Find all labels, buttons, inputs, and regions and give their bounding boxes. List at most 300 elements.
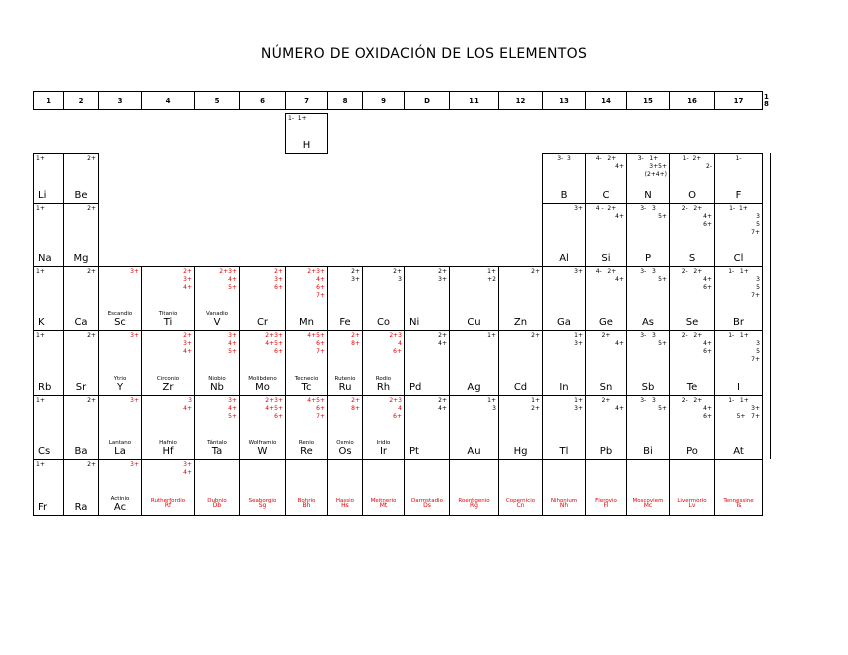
oxidation-value: 6+ — [703, 221, 712, 228]
oxidation-value: 6+ — [703, 348, 712, 355]
oxidation-value: 3+ — [438, 276, 447, 283]
oxidation-states — [717, 268, 760, 300]
oxidation-value: 5+ — [228, 413, 237, 420]
element-cell-na — [33, 203, 64, 267]
oxidation-value: 1- 1+ — [728, 268, 749, 275]
element-cell-ga — [542, 266, 586, 331]
group-header-13: 13 — [542, 91, 586, 110]
element-symbol: Sn — [599, 382, 613, 393]
element-cell-al — [542, 203, 586, 267]
element-name: Seaborgio — [248, 498, 277, 504]
element-symbol: Pt — [409, 446, 419, 457]
oxidation-states — [36, 397, 61, 405]
element-name: Ytrio — [113, 376, 127, 382]
element-cell-ds — [404, 459, 450, 516]
oxidation-states — [717, 205, 760, 237]
oxidation-states — [101, 397, 139, 405]
element-symbol: As — [641, 317, 655, 328]
element-cell-mt — [362, 459, 405, 516]
element-symbol: Mn — [299, 317, 314, 328]
oxidation-states — [330, 268, 360, 284]
oxidation-value: 4+5+ — [265, 405, 283, 412]
oxidation-value: 2- — [706, 163, 712, 170]
oxidation-value: 4+ — [228, 405, 237, 412]
oxidation-value: 6+ — [274, 413, 283, 420]
element-name: Vanadio — [206, 311, 228, 317]
oxidation-value: 6+ — [703, 284, 712, 291]
oxidation-states — [588, 397, 624, 413]
oxidation-value: 2- 2+ — [681, 397, 703, 404]
oxidation-value: 2+ — [438, 268, 447, 275]
oxidation-value: 3- 3 — [557, 155, 571, 162]
element-cell-p — [626, 203, 670, 267]
oxidation-value: (2+4+) — [644, 171, 667, 178]
element-cell-cd — [498, 330, 543, 396]
element-symbol: Ge — [599, 317, 613, 328]
oxidation-value: 2+3 — [389, 397, 402, 404]
element-cell-tl — [542, 395, 586, 460]
oxidation-value: 3 — [756, 213, 760, 220]
oxidation-states — [144, 397, 192, 413]
oxidation-value: 3 — [756, 276, 760, 283]
oxidation-value: 3 — [756, 340, 760, 347]
element-cell-br — [714, 266, 763, 331]
oxidation-value: 6+ — [316, 340, 325, 347]
element-symbol: Pb — [599, 446, 613, 457]
element-cell-si — [585, 203, 627, 267]
element-cell-w — [239, 395, 286, 460]
oxidation-states — [452, 332, 496, 340]
oxidation-value: 3+ — [130, 397, 139, 404]
element-cell-rb — [33, 330, 64, 396]
element-cell-fl — [585, 459, 627, 516]
element-symbol: Y — [116, 382, 124, 393]
group-header-17: 17 — [714, 91, 763, 110]
oxidation-value: 3+ — [574, 340, 583, 347]
oxidation-states — [36, 332, 61, 340]
element-cell-c — [585, 153, 627, 204]
oxidation-states — [66, 268, 96, 276]
oxidation-states — [365, 332, 402, 356]
oxidation-value: 1+ — [36, 332, 45, 339]
element-cell-at — [714, 395, 763, 460]
oxidation-value: 2- 2+ — [681, 332, 703, 339]
oxidation-value: 7+ — [751, 229, 760, 236]
element-cell-in — [542, 330, 586, 396]
element-symbol: Ti — [163, 317, 173, 328]
oxidation-value: 3+ — [228, 332, 237, 339]
element-symbol: Rf — [164, 502, 172, 509]
element-symbol: Fl — [603, 502, 609, 509]
oxidation-value: 4+ — [615, 340, 624, 347]
element-symbol: Sg — [258, 502, 267, 509]
oxidation-value: 2+3+ — [219, 268, 237, 275]
group-header-6: 6 — [239, 91, 286, 110]
element-symbol: Se — [685, 317, 699, 328]
oxidation-value: 7+ — [751, 292, 760, 299]
element-symbol: La — [114, 446, 126, 457]
oxidation-value: 8+ — [351, 340, 360, 347]
oxidation-states — [629, 332, 667, 348]
element-name: Flerovio — [595, 498, 617, 504]
oxidation-value: 5 — [756, 284, 760, 291]
element-cell-rf — [141, 459, 195, 516]
element-symbol: Ga — [557, 317, 571, 328]
element-name: Escandio — [107, 311, 133, 317]
element-symbol: Ra — [74, 502, 88, 513]
oxidation-value: 2+ — [601, 332, 611, 339]
element-cell-tc — [285, 330, 328, 396]
element-cell-te — [669, 330, 715, 396]
oxidation-states — [101, 332, 139, 340]
oxidation-value: 4- 2+ — [595, 155, 617, 162]
element-cell-db — [194, 459, 240, 516]
oxidation-states — [407, 397, 447, 413]
element-cell-se — [669, 266, 715, 331]
oxidation-value: 2+ — [351, 332, 360, 339]
element-symbol: C — [602, 190, 610, 201]
oxidation-value: 3+ — [574, 268, 583, 275]
oxidation-value: 4+ — [316, 276, 325, 283]
element-symbol: Re — [300, 446, 313, 457]
group-header-4: 4 — [141, 91, 195, 110]
element-name: Copernicio — [505, 498, 536, 504]
element-cell-h — [285, 113, 328, 154]
oxidation-value: +2 — [487, 276, 496, 283]
element-cell-n — [626, 153, 670, 204]
element-symbol: Hs — [341, 502, 349, 509]
oxidation-value: 2+ — [87, 461, 96, 468]
oxidation-states — [242, 332, 283, 356]
element-symbol: Bh — [302, 502, 311, 509]
oxidation-value: 4+ — [703, 340, 712, 347]
element-name: Meitnerio — [370, 498, 397, 504]
oxidation-value: 4+ — [615, 163, 624, 170]
element-symbol: Tc — [301, 382, 312, 393]
oxidation-states — [66, 332, 96, 340]
oxidation-value: 1+ — [36, 268, 45, 275]
oxidation-value: 7+ — [316, 348, 325, 355]
oxidation-states — [629, 268, 667, 284]
element-cell-zr — [141, 330, 195, 396]
element-cell-co — [362, 266, 405, 331]
element-name: Wolframio — [248, 440, 277, 446]
oxidation-value: 2+ — [438, 332, 447, 339]
oxidation-value: 1- 2+ — [682, 155, 702, 162]
element-cell-pd — [404, 330, 450, 396]
element-symbol: Tl — [559, 446, 569, 457]
element-cell-be — [63, 153, 99, 204]
oxidation-value: 4+ — [703, 405, 712, 412]
element-name: Tennessine — [723, 498, 754, 504]
oxidation-value: 2+ — [351, 397, 360, 404]
oxidation-value: 2+ — [87, 155, 96, 162]
oxidation-states — [36, 155, 61, 163]
element-symbol: I — [737, 382, 740, 393]
element-name: Livermorio — [677, 498, 707, 504]
element-symbol: Rh — [376, 382, 391, 393]
oxidation-value: 1- 1+ — [288, 115, 307, 122]
oxidation-states — [242, 268, 283, 292]
oxidation-value: 5+ — [658, 213, 667, 220]
oxidation-value: 7+ — [751, 356, 760, 363]
oxidation-value: 3- 3 — [640, 332, 656, 339]
element-symbol: K — [38, 317, 45, 328]
element-cell-sb — [626, 330, 670, 396]
element-symbol: Te — [686, 382, 698, 393]
element-symbol: Ds — [423, 502, 431, 509]
oxidation-states — [101, 268, 139, 276]
oxidation-value: 3+ — [751, 405, 760, 412]
oxidation-states — [452, 397, 496, 413]
oxidation-value: 4 — [398, 340, 402, 347]
element-symbol: Nh — [559, 502, 569, 509]
element-name: Titanio — [158, 311, 178, 317]
oxidation-value: 2+ — [531, 332, 540, 339]
element-name: Moscoviem — [632, 498, 664, 504]
oxidation-value: 5+ — [658, 340, 667, 347]
element-symbol: B — [560, 190, 568, 201]
oxidation-states — [588, 205, 624, 221]
element-cell-cl — [714, 203, 763, 267]
group-header-7: 7 — [285, 91, 328, 110]
oxidation-value: 2+ — [87, 205, 96, 212]
element-symbol: Be — [74, 190, 88, 201]
element-cell-hs — [327, 459, 363, 516]
oxidation-states — [672, 205, 712, 229]
oxidation-value: 4+ — [615, 213, 624, 220]
oxidation-value: 5 — [756, 348, 760, 355]
element-name: Rutherfordio — [150, 498, 186, 504]
element-symbol: Os — [338, 446, 352, 457]
element-symbol: Cs — [38, 446, 51, 457]
element-symbol: Mt — [379, 502, 388, 509]
oxidation-states — [545, 397, 583, 413]
oxidation-states — [330, 332, 360, 348]
element-symbol: Sb — [641, 382, 655, 393]
oxidation-states — [144, 332, 192, 356]
oxidation-value: 1- 1+ — [728, 397, 749, 404]
element-name: Tecnecio — [294, 376, 319, 382]
oxidation-states — [545, 205, 583, 213]
oxidation-value: 4+5+ — [307, 332, 325, 339]
oxidation-states — [66, 397, 96, 405]
element-cell-pb — [585, 395, 627, 460]
group-header-5: 5 — [194, 91, 240, 110]
element-cell-sr — [63, 330, 99, 396]
oxidation-value: 3- 1+ — [637, 155, 659, 162]
oxidation-value: 4- 2+ — [595, 268, 617, 275]
oxidation-value: 2- 2+ — [681, 205, 703, 212]
element-cell-sg — [239, 459, 286, 516]
element-cell-mg — [63, 203, 99, 267]
oxidation-states — [365, 397, 402, 421]
oxidation-value: 5+ 7+ — [736, 413, 760, 420]
element-cell-hf — [141, 395, 195, 460]
oxidation-states — [144, 461, 192, 477]
element-name: Rutenio — [334, 376, 356, 382]
element-symbol: Lv — [688, 502, 696, 509]
element-name: Dubnio — [207, 498, 227, 504]
element-cell-ca — [63, 266, 99, 331]
element-symbol: O — [688, 190, 696, 201]
oxidation-states — [288, 332, 325, 356]
oxidation-value: 2+ — [87, 397, 96, 404]
element-symbol: V — [213, 317, 221, 328]
oxidation-value: 5+ — [658, 276, 667, 283]
element-cell-as — [626, 266, 670, 331]
oxidation-states — [66, 155, 96, 163]
element-symbol: Fr — [38, 502, 48, 513]
oxidation-value: 6+ — [703, 413, 712, 420]
oxidation-states — [288, 397, 325, 421]
group-header-3: 3 — [98, 91, 142, 110]
element-name: Nihonium — [550, 498, 578, 504]
oxidation-value: 1+ — [574, 332, 583, 339]
oxidation-value: 3+ — [183, 340, 192, 347]
oxidation-value: 2+ — [87, 268, 96, 275]
element-symbol: Cu — [467, 317, 481, 328]
element-cell-ag — [449, 330, 499, 396]
element-symbol: Fe — [339, 317, 351, 328]
oxidation-value: 1+ — [574, 397, 583, 404]
element-cell-mn — [285, 266, 328, 331]
element-symbol: Nb — [210, 382, 224, 393]
oxidation-states — [407, 268, 447, 284]
element-symbol: Ca — [74, 317, 88, 328]
oxidation-states — [717, 332, 760, 364]
element-name: Roentgenio — [458, 498, 490, 504]
element-cell-nh — [542, 459, 586, 516]
oxidation-value: 6+ — [316, 405, 325, 412]
oxidation-value: 2+ — [183, 332, 192, 339]
oxidation-value: 5+ — [228, 284, 237, 291]
element-symbol: Si — [601, 253, 611, 264]
oxidation-value: 3+ — [274, 276, 283, 283]
oxidation-value: 2+3+ — [307, 268, 325, 275]
oxidation-states — [588, 332, 624, 348]
group-header-16: 16 — [669, 91, 715, 110]
element-symbol: Na — [38, 253, 52, 264]
group-header-12: 12 — [498, 91, 543, 110]
element-symbol: Ni — [409, 317, 420, 328]
oxidation-value: 7+ — [316, 292, 325, 299]
element-symbol: Sr — [75, 382, 87, 393]
oxidation-value: 3+ — [130, 461, 139, 468]
element-cell-v — [194, 266, 240, 331]
group-header-18: 1 8 — [762, 91, 781, 110]
element-symbol: Cl — [733, 253, 744, 264]
oxidation-value: 2+ — [531, 268, 540, 275]
element-symbol: Ta — [211, 446, 223, 457]
group-header-8: 8 — [327, 91, 363, 110]
oxidation-value: 8+ — [351, 405, 360, 412]
element-cell-b — [542, 153, 586, 204]
element-cell-os — [327, 395, 363, 460]
oxidation-value: 1+ — [487, 332, 496, 339]
oxidation-value: 4 - 2+ — [595, 205, 617, 212]
oxidation-value: 2+ — [274, 268, 283, 275]
element-symbol: Mo — [255, 382, 270, 393]
element-cell-mo — [239, 330, 286, 396]
oxidation-value: 1- 1+ — [729, 205, 748, 212]
group-header-9: 9 — [362, 91, 405, 110]
element-symbol: S — [688, 253, 696, 264]
element-name: Rodio — [375, 376, 392, 382]
element-symbol: Cr — [256, 317, 269, 328]
oxidation-value: 2+ — [601, 397, 611, 404]
element-symbol: P — [644, 253, 652, 264]
oxidation-value: 3- 3 — [640, 397, 656, 404]
oxidation-states — [330, 397, 360, 413]
oxidation-states — [717, 155, 760, 163]
element-name: Bohrio — [297, 498, 316, 504]
oxidation-value: 6+ — [274, 348, 283, 355]
element-symbol: Sc — [114, 317, 126, 328]
oxidation-value: 5 — [756, 221, 760, 228]
element-symbol: In — [559, 382, 569, 393]
oxidation-value: 6+ — [393, 348, 402, 355]
oxidation-value: 1+ — [36, 397, 45, 404]
element-name: Circonio — [156, 376, 180, 382]
element-symbol: Ru — [338, 382, 352, 393]
oxidation-value: 4+ — [183, 284, 192, 291]
element-name: Hafnio — [159, 440, 177, 446]
group-header-14: 14 — [585, 91, 627, 110]
oxidation-value: 4+ — [183, 405, 192, 412]
element-name: Hassio — [335, 498, 355, 504]
oxidation-value: 4+ — [438, 405, 447, 412]
element-cell-ge — [585, 266, 627, 331]
oxidation-value: 4+ — [703, 213, 712, 220]
element-symbol: Po — [686, 446, 698, 457]
element-cell-s — [669, 203, 715, 267]
element-cell-ni — [404, 266, 450, 331]
element-symbol: H — [302, 140, 311, 151]
element-symbol: Rg — [470, 502, 478, 509]
element-cell-nb — [194, 330, 240, 396]
oxidation-value: 3+ — [574, 405, 583, 412]
oxidation-value: 4+ — [228, 340, 237, 347]
oxidation-states — [197, 397, 237, 421]
element-name: Lantano — [108, 440, 132, 446]
element-name: Niobio — [208, 376, 226, 382]
oxidation-value: 6+ — [393, 413, 402, 420]
oxidation-states — [365, 268, 402, 284]
element-symbol: Cd — [513, 382, 528, 393]
element-name: Molibdeno — [248, 376, 277, 382]
group-header-1: 1 — [33, 91, 64, 110]
oxidation-states — [36, 205, 61, 213]
oxidation-value: 2+ — [438, 397, 447, 404]
oxidation-value: 2+ — [531, 405, 540, 412]
element-symbol: Ba — [74, 446, 88, 457]
oxidation-states — [501, 332, 540, 340]
element-cell-y — [98, 330, 142, 396]
oxidation-states — [588, 268, 624, 284]
oxidation-value: 4+ — [615, 405, 624, 412]
oxidation-value: 4+ — [228, 276, 237, 283]
element-cell-re — [285, 395, 328, 460]
oxidation-value: 1- — [735, 155, 742, 162]
oxidation-value: 3+ — [130, 268, 139, 275]
element-symbol: Zr — [162, 382, 174, 393]
oxidation-states — [629, 205, 667, 221]
oxidation-value: 1- 1+ — [728, 332, 749, 339]
oxidation-value: 2- 2+ — [681, 268, 703, 275]
oxidation-value: 6+ — [316, 284, 325, 291]
element-name: Renio — [298, 440, 315, 446]
